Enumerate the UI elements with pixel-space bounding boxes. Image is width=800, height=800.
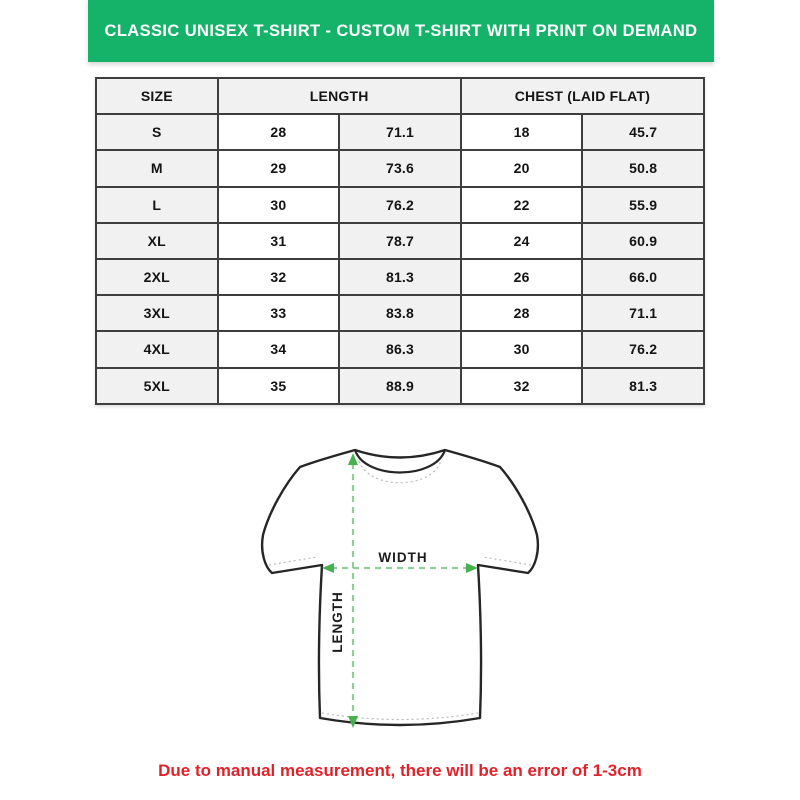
- width-label: WIDTH: [378, 550, 428, 565]
- chest-in-cell: 20: [461, 150, 583, 186]
- tshirt-outline: [262, 450, 538, 725]
- chest-in-cell: 32: [461, 368, 583, 404]
- tshirt-diagram: [252, 440, 548, 745]
- header-row: [96, 78, 704, 114]
- chest-cm-cell: 55.9: [582, 187, 704, 223]
- chest-in-cell: 26: [461, 259, 583, 295]
- table-row: [96, 259, 704, 295]
- length-in-cell: 29: [218, 150, 340, 186]
- length-cm-cell: 88.9: [339, 368, 461, 404]
- chest-in-cell: 22: [461, 187, 583, 223]
- chest-cm-cell: 76.2: [582, 331, 704, 367]
- table-row: [96, 295, 704, 331]
- length-in-cell: 35: [218, 368, 340, 404]
- table-row: [96, 331, 704, 367]
- measurement-error-note: Due to manual measurement, there will be an error of 1-3cm: [158, 761, 642, 780]
- length-cm-cell: 81.3: [339, 259, 461, 295]
- size-chart-body: [96, 114, 704, 404]
- length-in-cell: 30: [218, 187, 340, 223]
- table-row: [96, 114, 704, 150]
- length-in-cell: 33: [218, 295, 340, 331]
- chest-cm-cell: 66.0: [582, 259, 704, 295]
- chest-column-header: CHEST (LAID FLAT): [461, 78, 704, 114]
- chest-in-cell: 24: [461, 223, 583, 259]
- size-cell: 4XL: [96, 331, 218, 367]
- length-cm-cell: 76.2: [339, 187, 461, 223]
- size-cell: M: [96, 150, 218, 186]
- length-in-cell: 31: [218, 223, 340, 259]
- chest-in-cell: 28: [461, 295, 583, 331]
- length-in-cell: 28: [218, 114, 340, 150]
- table-row: [96, 223, 704, 259]
- chest-cm-cell: 60.9: [582, 223, 704, 259]
- length-cm-cell: 73.6: [339, 150, 461, 186]
- table-row: [96, 150, 704, 186]
- size-cell: 5XL: [96, 368, 218, 404]
- size-cell: S: [96, 114, 218, 150]
- size-chart-header: [96, 78, 704, 114]
- title-banner: [88, 0, 714, 62]
- table-row: [96, 368, 704, 404]
- chest-cm-cell: 71.1: [582, 295, 704, 331]
- length-in-cell: 34: [218, 331, 340, 367]
- chest-in-cell: 30: [461, 331, 583, 367]
- size-cell: L: [96, 187, 218, 223]
- page-title: CLASSIC UNISEX T-SHIRT - CUSTOM T-SHIRT WITH PRINT ON DEMAND: [104, 21, 698, 40]
- chest-in-cell: 18: [461, 114, 583, 150]
- length-cm-cell: 86.3: [339, 331, 461, 367]
- length-cm-cell: 83.8: [339, 295, 461, 331]
- chest-cm-cell: 45.7: [582, 114, 704, 150]
- size-cell: 2XL: [96, 259, 218, 295]
- size-chart-table: [95, 77, 705, 405]
- table-row: [96, 187, 704, 223]
- length-in-cell: 32: [218, 259, 340, 295]
- length-cm-cell: 78.7: [339, 223, 461, 259]
- size-cell: XL: [96, 223, 218, 259]
- size-column-header: SIZE: [96, 78, 218, 114]
- chest-cm-cell: 81.3: [582, 368, 704, 404]
- length-label: LENGTH: [330, 591, 345, 653]
- chest-cm-cell: 50.8: [582, 150, 704, 186]
- size-cell: 3XL: [96, 295, 218, 331]
- length-cm-cell: 71.1: [339, 114, 461, 150]
- length-column-header: LENGTH: [218, 78, 461, 114]
